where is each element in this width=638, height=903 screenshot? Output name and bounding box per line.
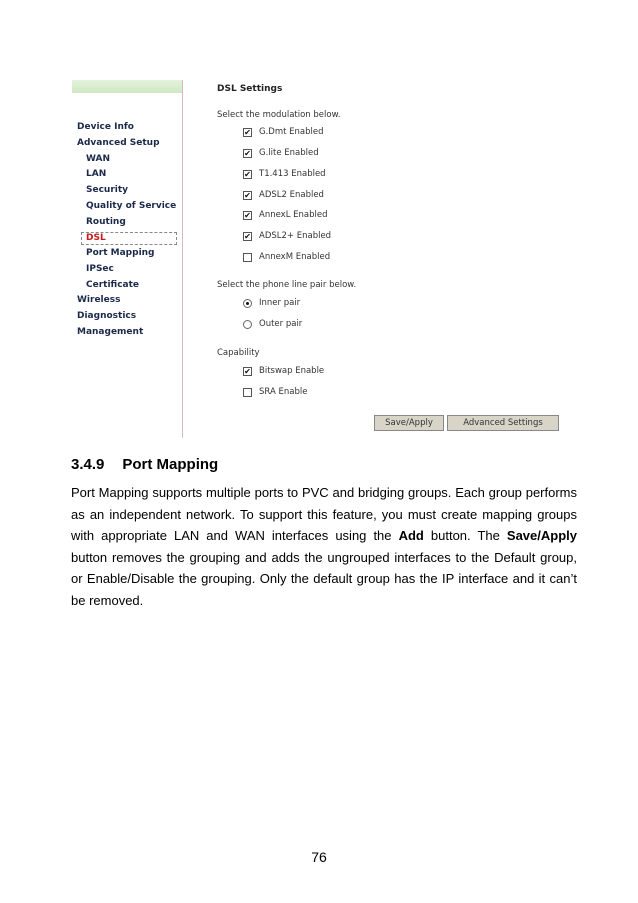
sidebar-item-device-info[interactable]: Device Info [77, 122, 134, 132]
modulation-option[interactable] [243, 148, 319, 158]
section-heading [71, 456, 218, 473]
capability-label: Capability [217, 348, 260, 358]
modulation-option[interactable] [243, 210, 328, 220]
checkbox[interactable]: ✔ [244, 366, 251, 376]
sidebar-item-routing[interactable]: Routing [86, 217, 126, 227]
option-label: T1.413 Enabled [259, 169, 326, 179]
section-number: 3.4.9 [71, 456, 105, 473]
page-number: 76 [311, 849, 327, 865]
sidebar-header-band [72, 80, 182, 93]
dsl-settings-panel [217, 80, 562, 438]
sidebar-item-security[interactable]: Security [86, 185, 129, 195]
sidebar-item-advanced-setup[interactable]: Advanced Setup [77, 138, 160, 148]
checkbox[interactable]: ✔ [244, 210, 251, 220]
checkbox[interactable]: ✔ [244, 231, 251, 241]
radio-button[interactable] [243, 320, 252, 329]
option-label: G.lite Enabled [259, 148, 319, 158]
bold-add: Add [398, 528, 424, 544]
option-label: Outer pair [259, 319, 303, 329]
capability-option[interactable] [243, 387, 307, 397]
checkbox[interactable]: ✔ [244, 127, 251, 137]
save-apply-button[interactable]: Save/Apply [374, 415, 444, 431]
option-label: SRA Enable [259, 387, 308, 397]
checkbox[interactable] [243, 388, 252, 397]
checkbox[interactable]: ✔ [244, 190, 251, 200]
checkbox[interactable] [243, 253, 252, 262]
sidebar-item-quality-of-service[interactable]: Quality of Service [86, 201, 177, 211]
modulation-option[interactable] [243, 190, 324, 200]
radio-button[interactable] [243, 299, 252, 308]
paragraph-text: button. The [423, 528, 507, 544]
paragraph-text: button removes the grouping and adds the ungrouped interfaces to the Default group, or Enable/Disable the grouping. Only the default group has the IP interface and it can’t be removed. [71, 549, 577, 608]
router-dsl-settings-screenshot [72, 80, 562, 438]
sidebar-item-certificate[interactable]: Certificate [86, 280, 140, 290]
sidebar-nav [72, 80, 183, 438]
paragraph-text: Port Mapping supports multiple ports to PVC and bridging groups. Each group performs as an independent network. To support this feature, you must create mapping groups with appropriate LAN and WAN interfaces using the [71, 485, 577, 544]
sidebar-item-management[interactable]: Management [77, 327, 144, 337]
option-label: AnnexL Enabled [259, 210, 328, 220]
capability-option[interactable] [243, 366, 324, 376]
modulation-prompt: Select the modulation below. [217, 110, 341, 120]
panel-title: DSL Settings [217, 84, 283, 94]
bold-save-apply: Save/Apply [506, 528, 577, 544]
option-label: Inner pair [259, 298, 301, 308]
option-label: Bitswap Enable [259, 366, 325, 376]
checkbox[interactable]: ✔ [244, 169, 251, 179]
sidebar-item-port-mapping[interactable]: Port Mapping [86, 248, 155, 258]
option-label: ADSL2+ Enabled [259, 231, 332, 241]
body-paragraph [71, 482, 577, 612]
sidebar-item-diagnostics[interactable]: Diagnostics [77, 311, 137, 321]
sidebar-item-ipsec[interactable]: IPSec [86, 264, 114, 274]
sidebar-item-wan[interactable]: WAN [86, 154, 111, 164]
modulation-option[interactable] [243, 127, 324, 137]
option-label: G.Dmt Enabled [259, 127, 324, 137]
pair-option[interactable] [243, 319, 302, 329]
sidebar-item-wireless[interactable]: Wireless [77, 295, 121, 305]
checkbox[interactable]: ✔ [244, 148, 251, 158]
pair-prompt: Select the phone line pair below. [217, 280, 357, 290]
option-label: ADSL2 Enabled [259, 190, 324, 200]
advanced-settings-button[interactable]: Advanced Settings [447, 415, 559, 431]
sidebar-item-lan[interactable]: LAN [86, 169, 107, 179]
modulation-option[interactable] [243, 252, 330, 262]
modulation-option[interactable] [243, 231, 331, 241]
option-label: AnnexM Enabled [259, 252, 331, 262]
pair-option[interactable] [243, 298, 300, 308]
section-title: Port Mapping [122, 456, 219, 473]
sidebar-item-dsl[interactable]: DSL [81, 232, 177, 245]
modulation-option[interactable] [243, 169, 326, 179]
